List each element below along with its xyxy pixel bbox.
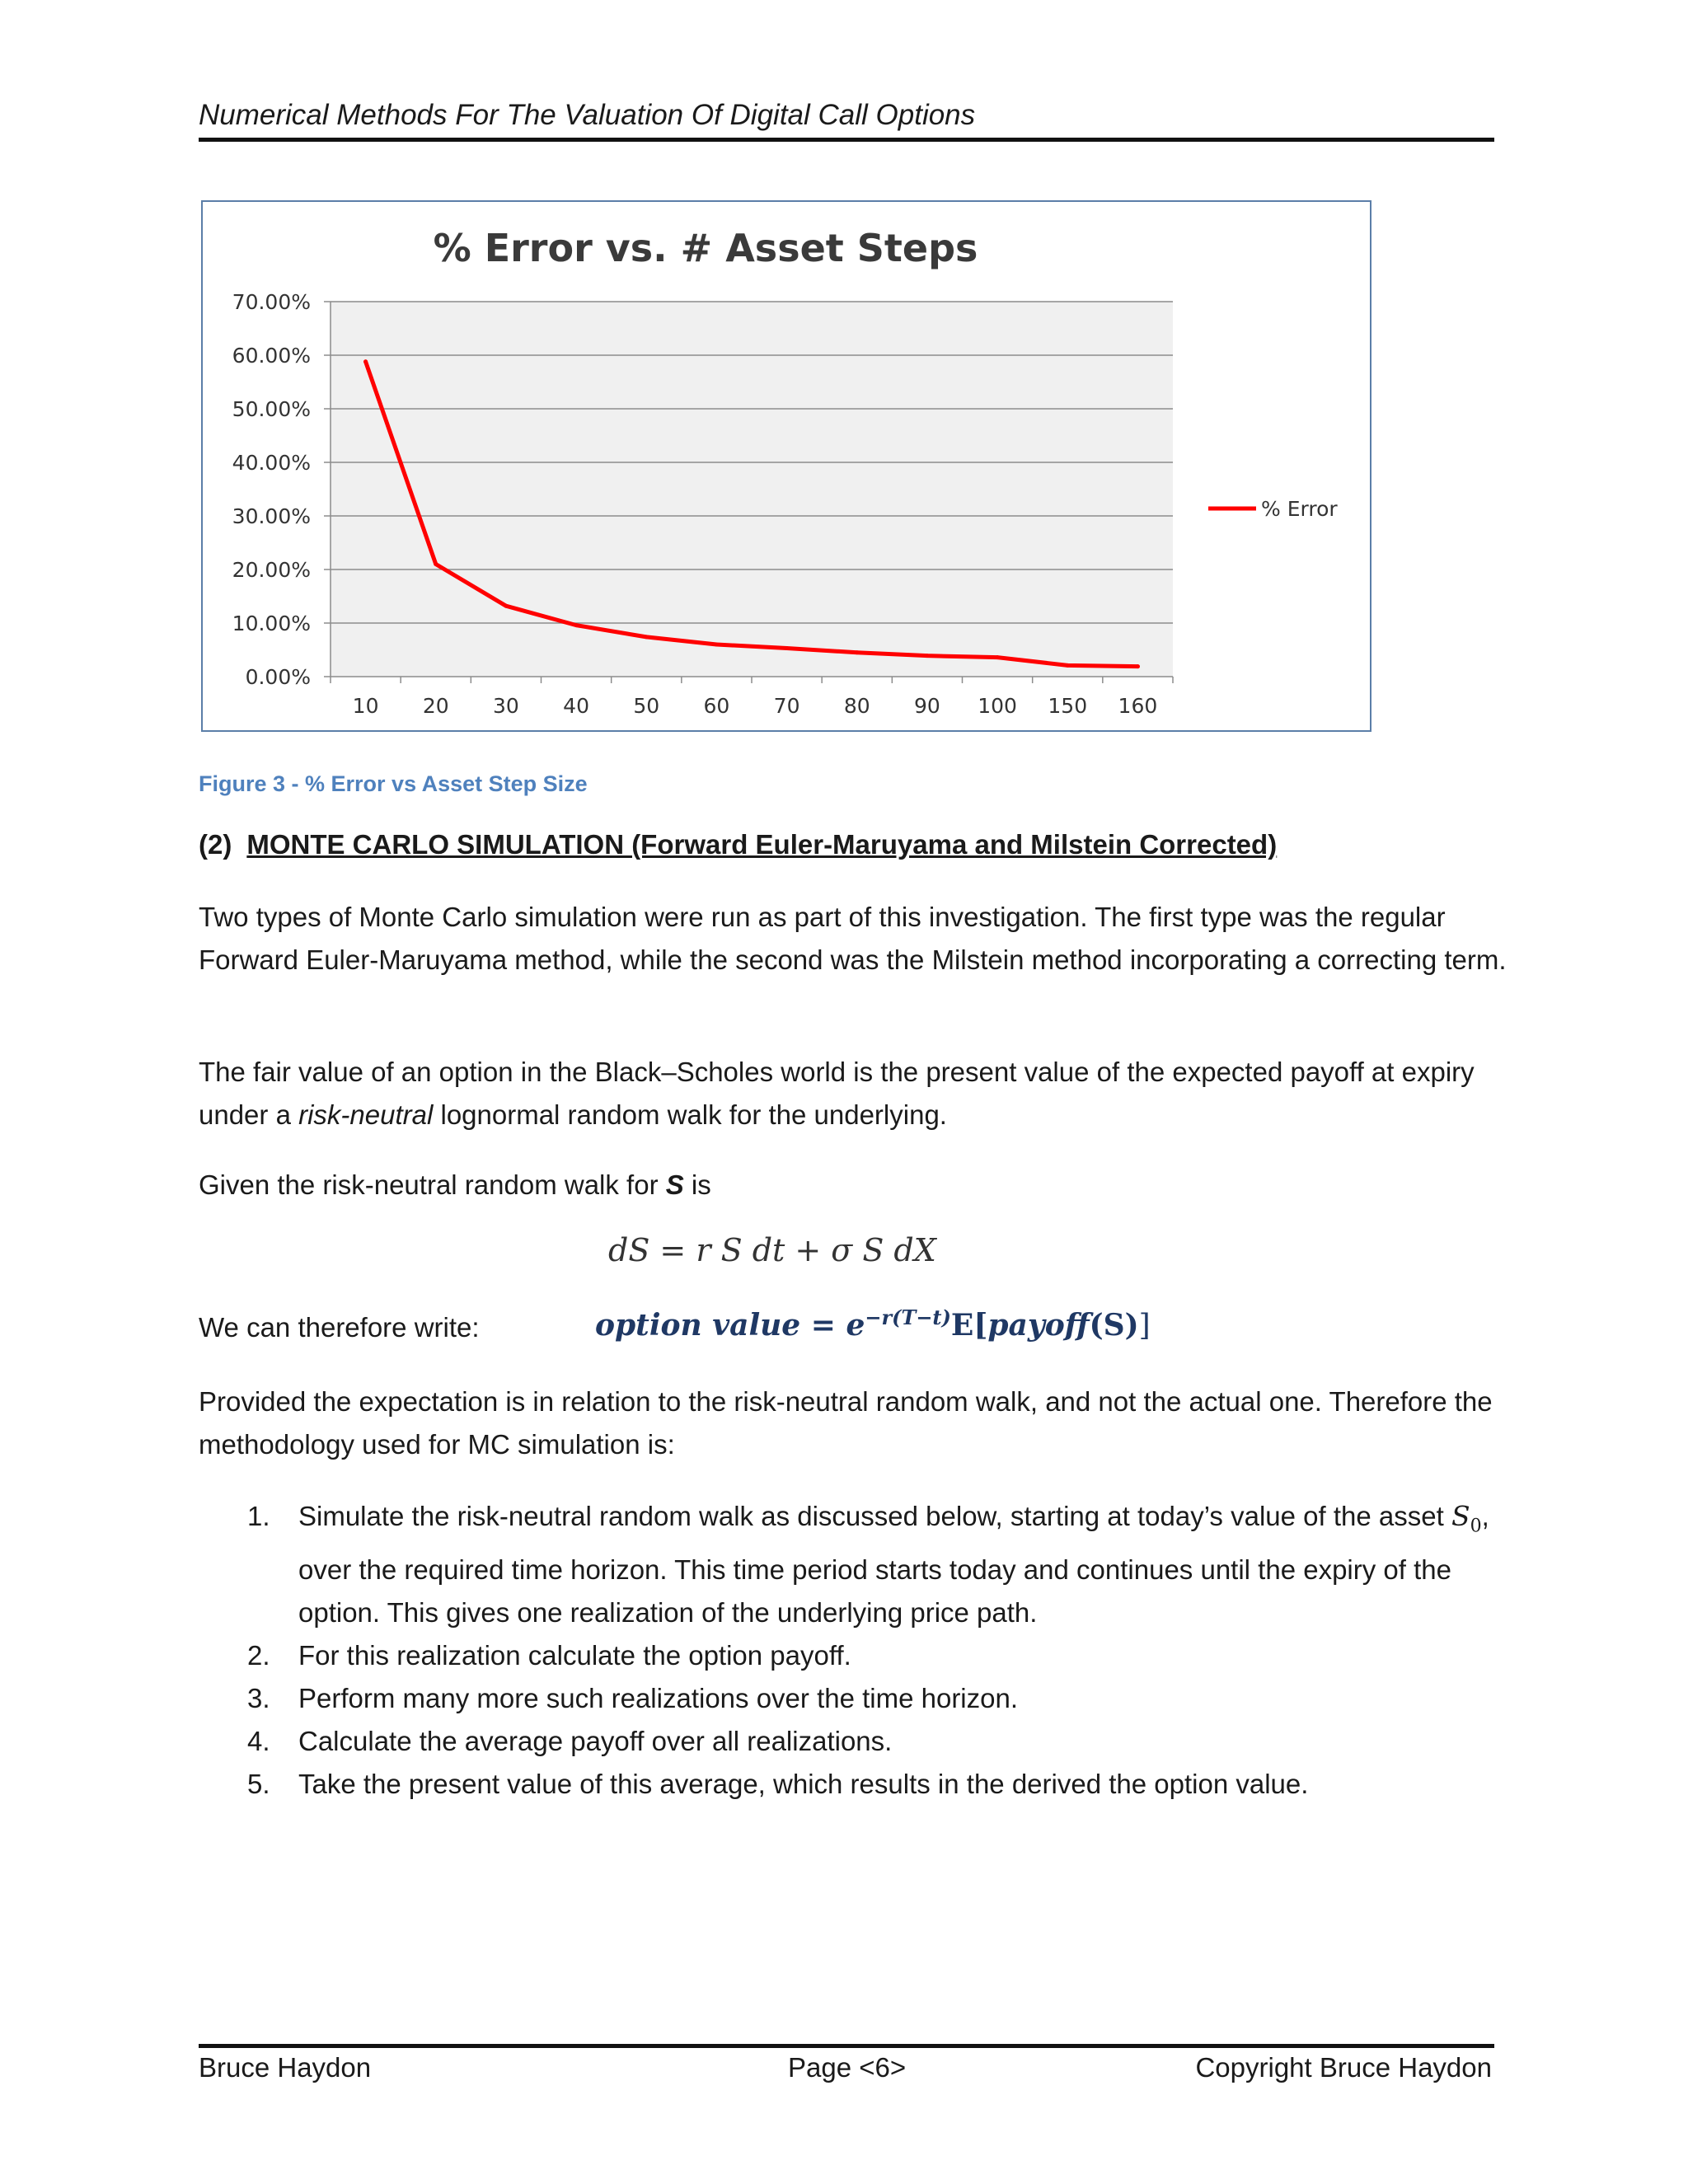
footer-page-number: Page <6>: [788, 2052, 907, 2083]
footer-author: Bruce Haydon: [199, 2052, 372, 2083]
x-tick-label: 20: [422, 694, 449, 718]
x-tick-label: 50: [633, 694, 660, 718]
x-tick-label: 30: [493, 694, 519, 718]
section-title: MONTE CARLO SIMULATION (Forward Euler-Maruyama and Milstein Corrected): [246, 829, 1278, 860]
x-tick-label: 160: [1118, 694, 1158, 718]
x-tick-label: 100: [978, 694, 1017, 718]
data-point: [925, 654, 929, 658]
section-heading: [199, 829, 1277, 860]
paragraph-write-label: We can therefore write:: [199, 1312, 480, 1343]
data-point: [645, 635, 649, 639]
data-point: [363, 359, 368, 363]
chart-svg: [203, 202, 1370, 730]
list-item: 1. Simulate the risk-neutral random walk as discussed below, starting at today’s value of the asset $S_0$, over the required time horizon. This time period starts today and continues until the expiry of the option. This gives one realization of the underlying price path.: [247, 1500, 1489, 1628]
footer-rule: [199, 2044, 1494, 2048]
y-tick-label: 20.00%: [232, 558, 311, 582]
y-tick-label: 10.00%: [232, 612, 311, 635]
header-rule: [199, 138, 1494, 142]
data-point: [715, 643, 719, 647]
list-item: 4. Calculate the average payoff over all realizations.: [247, 1725, 893, 1756]
methodology-list: [247, 1495, 1508, 1806]
data-point: [504, 604, 508, 608]
y-tick-label: 50.00%: [232, 397, 311, 421]
sde-equation: dS = r S dt + σ S dX: [608, 1232, 936, 1268]
chart-title: % Error vs. # Asset Steps: [433, 226, 978, 270]
risk-neutral-term: risk-neutral: [298, 1099, 434, 1130]
footer-copyright: Copyright Bruce Haydon: [1195, 2052, 1492, 2083]
running-header: Numerical Methods For The Valuation Of Digital Call Options: [199, 99, 976, 131]
legend-label: % Error: [1261, 497, 1338, 521]
x-tick-label: 90: [914, 694, 940, 718]
y-tick-label: 30.00%: [232, 504, 311, 528]
data-point: [785, 646, 789, 650]
x-tick-label: 60: [703, 694, 730, 718]
x-tick-label: 40: [563, 694, 589, 718]
y-tick-label: 0.00%: [245, 665, 311, 689]
y-tick-label: 40.00%: [232, 451, 311, 475]
data-point: [855, 650, 859, 654]
data-point: [1136, 664, 1140, 668]
y-tick-label: 70.00%: [232, 290, 311, 314]
data-point: [434, 562, 438, 566]
figure-caption: Figure 3 - % Error vs Asset Step Size: [199, 771, 588, 796]
x-tick-label: 10: [352, 694, 379, 718]
plot-area: [331, 302, 1173, 677]
paragraph-fair-value: The fair value of an option in the Black–Scholes world is the present value of the expected payoff at expiry under a risk-neutral lognormal random walk for the underlying.: [199, 1057, 1475, 1130]
s0-symbol: $S_0$: [1451, 1500, 1482, 1537]
symbol-s: S: [665, 1169, 684, 1200]
data-point: [1066, 663, 1070, 668]
paragraph-intro: Two types of Monte Carlo simulation were run as part of this investigation. The first type was the regular Forward Euler-Maruyama method, while the second was the Milstein method incorporating a correcting term.: [199, 902, 1507, 975]
data-point: [574, 623, 579, 627]
x-tick-label: 80: [843, 694, 870, 718]
data-point: [996, 655, 1000, 659]
list-item: 5. Take the present value of this average, which results in the derived the option value.: [247, 1768, 1309, 1799]
list-item: 3. Perform many more such realizations over the time horizon.: [247, 1682, 1019, 1713]
section-number: (2): [199, 829, 232, 860]
x-tick-label: 150: [1048, 694, 1088, 718]
paragraph-methodology: Provided the expectation is in relation to the risk-neutral random walk, and not the actual one. Therefore the methodology used for MC simulation is:: [199, 1386, 1493, 1460]
option-value-equation: option value = $e^{-r(T-t)}E[payoff(S)]$: [595, 1305, 1151, 1343]
list-item: 2. For this realization calculate the option payoff.: [247, 1639, 851, 1671]
x-tick-label: 70: [773, 694, 800, 718]
y-tick-label: 60.00%: [232, 344, 311, 368]
paragraph-random-walk: Given the risk-neutral random walk for S is: [199, 1169, 711, 1200]
error-chart: [201, 200, 1372, 732]
